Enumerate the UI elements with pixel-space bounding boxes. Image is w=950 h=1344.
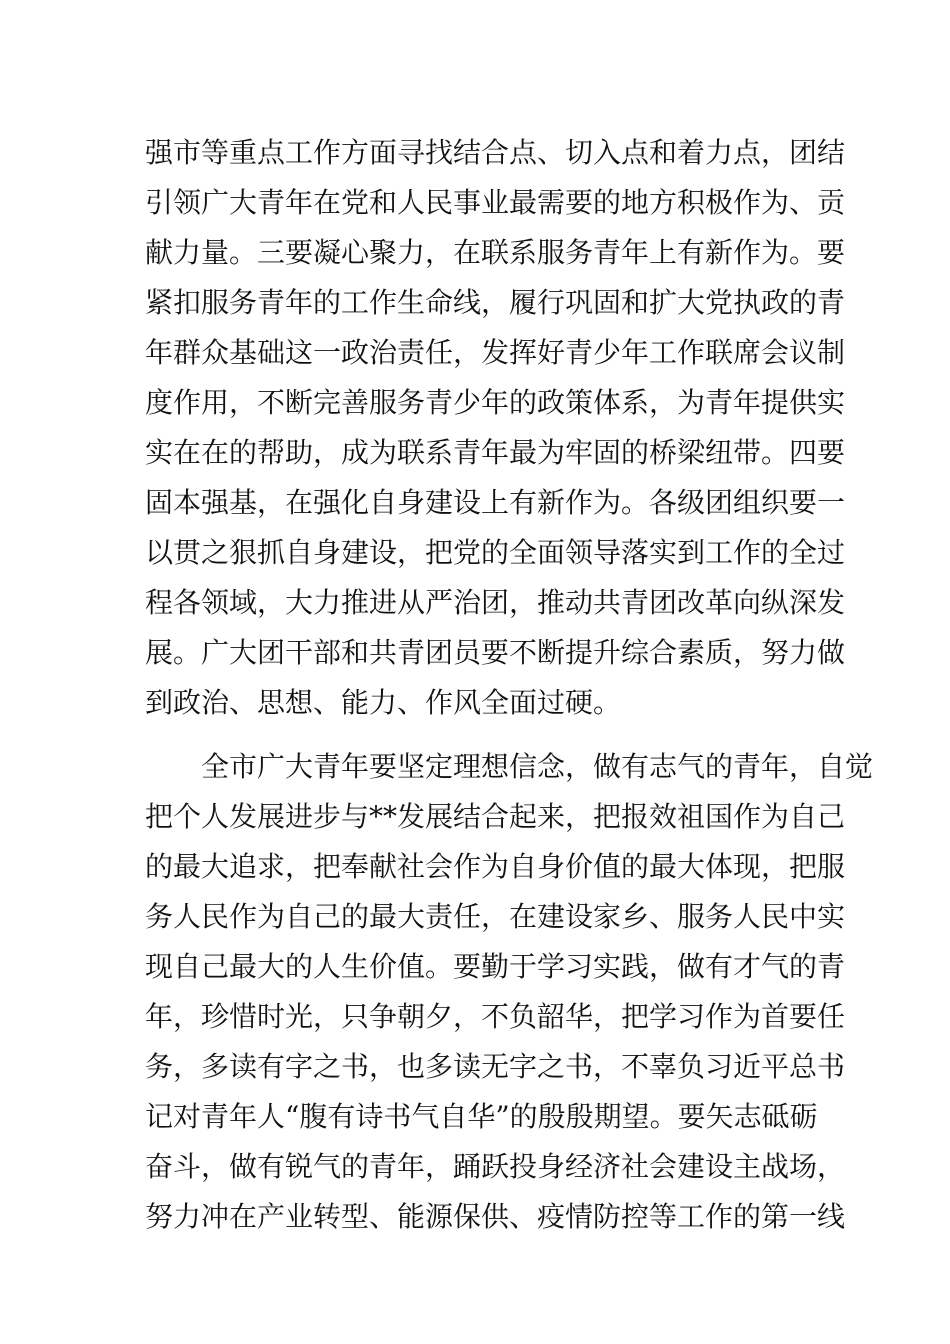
text-line: 引领广大青年在党和人民事业最需要的地方积极作为、贡: [145, 186, 846, 219]
text-line: 把个人发展进步与**发展结合起来，把报效祖国作为自己: [145, 800, 846, 833]
text-line: 全市广大青年要坚定理想信念，做有志气的青年，自觉: [145, 750, 874, 783]
paragraph-spacing: [145, 728, 810, 742]
text-line: 强市等重点工作方面寻找结合点、切入点和着力点，团结: [145, 136, 846, 169]
text-line: 固本强基，在强化自身建设上有新作为。各级团组织要一: [145, 486, 846, 519]
paragraph-2: [145, 742, 874, 1242]
text-line: 年群众基础这一政治责任，发挥好青少年工作联席会议制: [145, 336, 846, 369]
text-line: 度作用，不断完善服务青少年的政策体系，为青年提供实: [145, 386, 846, 419]
text-line: 展。广大团干部和共青团员要不断提升综合素质，努力做: [145, 636, 846, 669]
text-line: 年，珍惜时光，只争朝夕，不负韶华，把学习作为首要任: [145, 1000, 846, 1033]
text-line: 记对青年人“腹有诗书气自华”的殷殷期望。要矢志砥砺: [145, 1100, 818, 1133]
text-line: 务人民作为自己的最大责任，在建设家乡、服务人民中实: [145, 900, 846, 933]
text-line: 以贯之狠抓自身建设，把党的全面领导落实到工作的全过: [145, 536, 846, 569]
text-line: 程各领域，大力推进从严治团，推动共青团改革向纵深发: [145, 586, 846, 619]
text-line: 现自己最大的人生价值。要勤于学习实践，做有才气的青: [145, 950, 846, 983]
text-line: 紧扣服务青年的工作生命线，履行巩固和扩大党执政的青: [145, 286, 846, 319]
text-line: 献力量。三要凝心聚力，在联系服务青年上有新作为。要: [145, 236, 846, 269]
paragraph-1: [145, 128, 846, 728]
text-line: 实在在的帮助，成为联系青年最为牢固的桥梁纽带。四要: [145, 436, 846, 469]
text-line: 务，多读有字之书，也多读无字之书，不辜负习近平总书: [145, 1050, 846, 1083]
text-line: 到政治、思想、能力、作风全面过硬。: [145, 686, 622, 719]
text-line: 努力冲在产业转型、能源保供、疫情防控等工作的第一线: [145, 1200, 846, 1233]
text-line: 奋斗，做有锐气的青年，踊跃投身经济社会建设主战场，: [145, 1150, 846, 1183]
text-line: 的最大追求，把奉献社会作为自身价值的最大体现，把服: [145, 850, 846, 883]
document-body: [145, 128, 874, 1242]
